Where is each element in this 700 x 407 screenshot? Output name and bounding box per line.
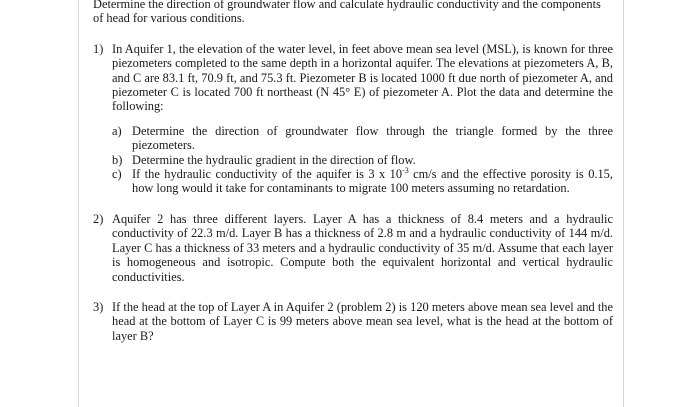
part-b-letter: b) [112,152,123,167]
question-1-parts [112,124,613,196]
page-edge-right [623,0,624,407]
question-1-part-b [112,153,613,167]
document-content [93,0,613,343]
part-b-text: Determine the hydraulic gradient in the direction of flow. [132,152,416,167]
question-3-text: If the head at the top of Layer A in Aquifer 2 (problem 2) is 120 meters above mean sea level and the head at the bottom of Layer C is 99 meters above mean sea level, what is the head at the bottom of layer B? [112,299,613,343]
intro-paragraph: Determine the direction of groundwater flow and calculate hydraulic conductivity and the components of head for various conditions. [93,0,601,26]
part-c-letter: c) [112,167,122,182]
part-c-text-after: cm/s and the effective porosity is 0.15, how long would it take for contaminants to migrate 100 meters assuming no retardation. [132,167,613,196]
part-c-text [132,167,613,196]
question-2-text: Aquifer 2 has three different layers. Layer A has a thickness of 8.4 meters and a hydraulic conductivity of 22.3 m/d. Layer B has a thickness of 2.8 m and a hydraulic conductivity of 144 m/d. Layer C has a thickness of 33 meters and a hydraulic conductivity of 35 m/d. Assume that each layer is homogeneous and isotropic. Compute both the equivalent horizontal and vertical hydraulic conductivities. [112,211,613,284]
question-3 [93,300,613,343]
page-edge-left [78,0,79,407]
question-1-number: 1) [93,41,104,56]
part-c-exponent: -3 [402,166,409,176]
question-1 [93,42,613,196]
question-2-number: 2) [93,211,104,226]
question-1-text: In Aquifer 1, the elevation of the water level, in feet above mean sea level (MSL), is known for three piezometers completed to the same depth in a horizontal aquifer. The elevations at piezometers A, B, and C are 83.1 ft, 70.9 ft, and 75.3 ft. Piezometer B is located 1000 ft due north of piezometer A, and piezometer C is located 700 ft northeast (N 45° E) of piezometer A. Plot the data and determine the following: [112,41,613,114]
question-1-part-c [112,167,613,196]
part-c-text-before: If the hydraulic conductivity of the aquifer is 3 x 10 [132,167,403,182]
part-a-letter: a) [112,123,122,138]
part-a-text: Determine the direction of groundwater flow through the triangle formed by the three piezometers. [132,123,613,153]
question-2 [93,212,613,284]
question-3-number: 3) [93,299,104,314]
question-1-part-a [112,124,613,153]
